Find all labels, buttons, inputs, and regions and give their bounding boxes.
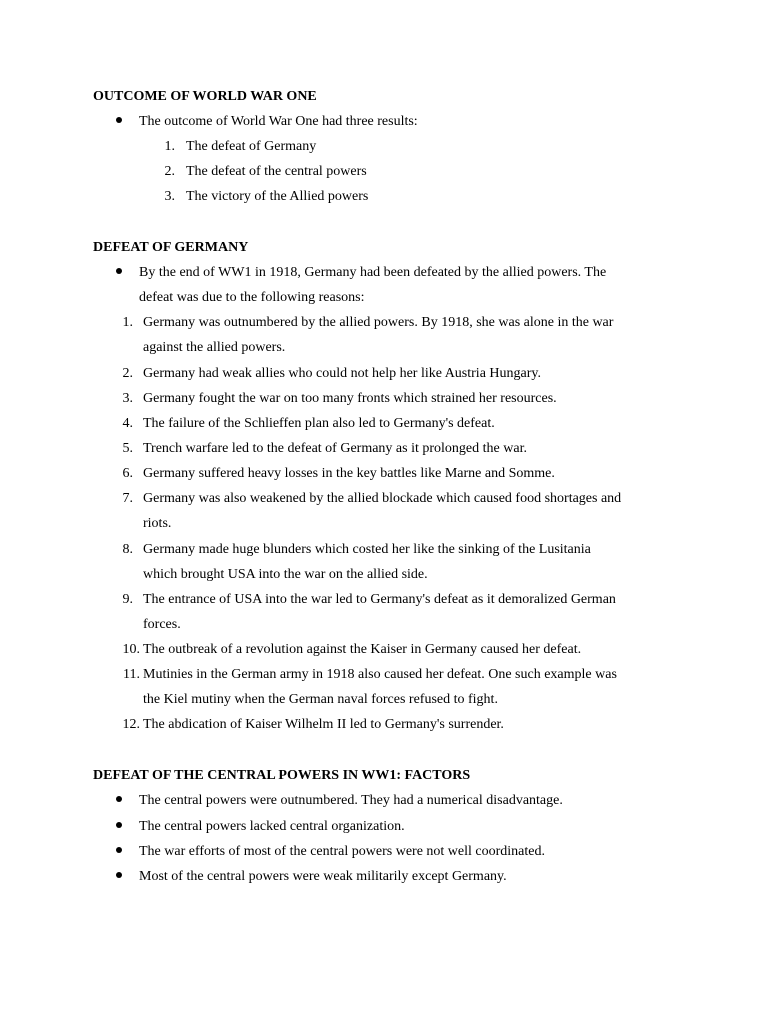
list-item: The war efforts of most of the central powers were not well coordinated. (139, 844, 545, 859)
list-item: Germany suffered heavy losses in the key battles like Marne and Somme. (143, 466, 555, 481)
list-item: The entrance of USA into the war led to Germany's defeat as it demoralized German (143, 592, 616, 607)
bullet-icon (116, 796, 122, 802)
list-item: The victory of the Allied powers (186, 189, 369, 204)
list-item: The central powers lacked central organization. (139, 819, 405, 834)
list-item: By the end of WW1 in 1918, Germany had been defeated by the allied powers. The (139, 265, 607, 280)
list-item-continuation: riots. (143, 516, 172, 531)
list-item: The abdication of Kaiser Wilhelm II led to Germany's surrender. (143, 717, 504, 732)
bullet-icon (116, 847, 122, 853)
list-item: Germany made huge blunders which costed her like the sinking of the Lusitania (143, 542, 591, 557)
section-heading-defeat-of-germany: DEFEAT OF GERMANY (93, 240, 249, 255)
list-item-continuation: against the allied powers. (143, 340, 286, 355)
list-item-continuation: the Kiel mutiny when the German naval forces refused to fight. (143, 692, 498, 707)
list-item: Germany was outnumbered by the allied powers. By 1918, she was alone in the war (143, 315, 614, 330)
list-item: Germany fought the war on too many fronts which strained her resources. (143, 391, 557, 406)
list-number: 12. (122, 717, 140, 732)
list-number: 10. (122, 642, 140, 657)
list-item: Germany was also weakened by the allied blockade which caused food shortages and (143, 491, 622, 506)
bullet-icon (116, 268, 122, 274)
bullet-icon (116, 117, 122, 123)
list-number: 9. (122, 592, 133, 607)
section-heading-central-powers: DEFEAT OF THE CENTRAL POWERS IN WW1: FACTORS (93, 768, 471, 783)
list-item-continuation: forces. (143, 617, 181, 632)
list-item: Mutinies in the German army in 1918 also caused her defeat. One such example was (143, 667, 617, 682)
list-number: 3. (122, 391, 133, 406)
list-number: 1. (122, 315, 133, 330)
section-heading-outcome: OUTCOME OF WORLD WAR ONE (93, 89, 317, 104)
list-number: 2. (164, 164, 175, 179)
list-item: The defeat of Germany (186, 139, 317, 154)
list-number: 1. (164, 139, 175, 154)
list-item: Trench warfare led to the defeat of Germany as it prolonged the war. (143, 441, 527, 456)
bullet-icon (116, 822, 122, 828)
bullet-icon (116, 872, 122, 878)
list-number: 3. (164, 189, 175, 204)
list-number: 2. (122, 366, 133, 381)
list-number: 6. (122, 466, 133, 481)
list-number: 7. (122, 491, 133, 506)
list-item: The outcome of World War One had three results: (139, 114, 418, 129)
list-item-continuation: which brought USA into the war on the allied side. (143, 567, 428, 582)
list-number: 5. (122, 441, 133, 456)
list-item: The failure of the Schlieffen plan also led to Germany's defeat. (143, 416, 495, 431)
list-item: Most of the central powers were weak militarily except Germany. (139, 869, 507, 884)
list-item-continuation: defeat was due to the following reasons: (139, 290, 365, 305)
list-item: The defeat of the central powers (186, 164, 367, 179)
list-item: The outbreak of a revolution against the Kaiser in Germany caused her defeat. (143, 642, 582, 657)
list-number: 8. (122, 542, 133, 557)
list-item: Germany had weak allies who could not help her like Austria Hungary. (143, 366, 541, 381)
list-item: The central powers were outnumbered. They had a numerical disadvantage. (139, 793, 563, 808)
list-number: 4. (122, 416, 133, 431)
list-number: 11. (123, 667, 140, 682)
